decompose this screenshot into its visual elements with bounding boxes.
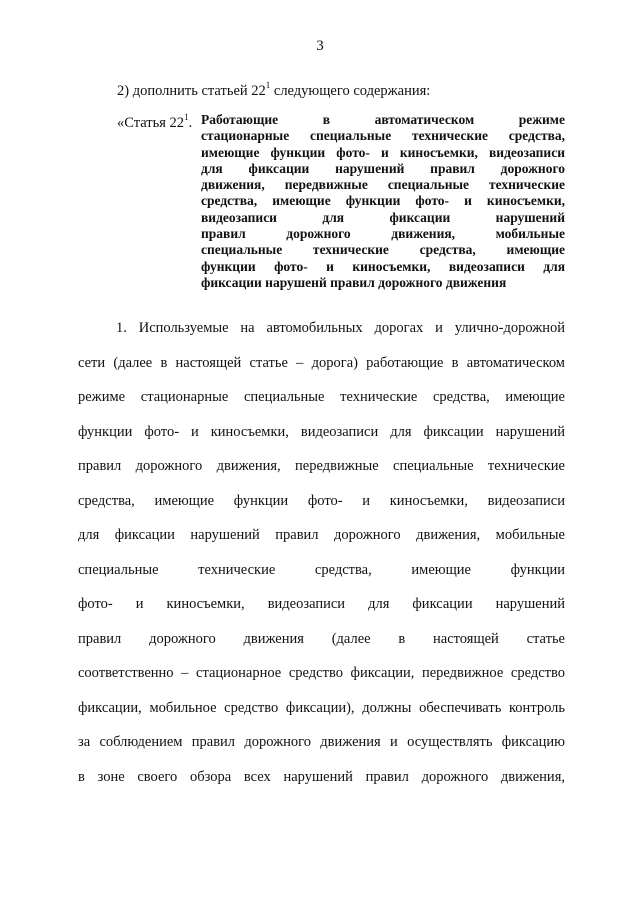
article-title-line: специальные технические средства, имеющие (201, 242, 565, 258)
article-title-line: имеющие функции фото- и киносъемки, видеозаписи (201, 144, 565, 160)
intro-text-after: следующего содержания: (270, 83, 431, 99)
body-line: за соблюдением правил дорожного движения и осуществлять фиксацию (78, 734, 565, 750)
body-line: функции фото- и киносъемки, видеозаписи для фиксации нарушений (78, 423, 565, 440)
article-title-line: функции фото- и киносъемки, видеозаписи для (201, 258, 565, 274)
article-label (117, 112, 192, 132)
article-title-line: Работающие в автоматическом режиме (201, 112, 565, 127)
article-title-line: средства, имеющие функции фото- и киносъемки, (201, 193, 565, 209)
article-title-line: фиксации нарушенй правил дорожного движения (201, 274, 507, 290)
article-title-line: для фиксации нарушений правил дорожного (201, 160, 565, 176)
body-line: режиме стационарные специальные технические средства, имеющие (78, 389, 565, 405)
article-label-before: «Статья 22 (117, 115, 185, 131)
body-line: правил дорожного движения (далее в настоящей статье (78, 630, 565, 647)
page-number: 3 (316, 38, 324, 54)
body-line: правил дорожного движения, передвижные специальные технические (78, 458, 565, 474)
intro-text-before: 2) дополнить статьей 22 (117, 83, 266, 99)
body-line: соответственно – стационарное средство фиксации, передвижное средство (78, 665, 565, 681)
body-line: специальные технические средства, имеющие функции (78, 561, 565, 578)
article-label-superscript: 1 (184, 112, 189, 122)
body-line: сети (далее в настоящей статье – дорога) работающие в автоматическом (78, 354, 565, 371)
amendment-intro (117, 80, 430, 100)
body-line: фото- и киносъемки, видеозаписи для фиксации нарушений (78, 596, 565, 612)
article-title-line: стационарные специальные технические средства, (201, 128, 565, 144)
article-title (201, 112, 565, 291)
body-line: 1. Используемые на автомобильных дорогах и улично-дорожной (116, 320, 565, 336)
body-line: для фиксации нарушений правил дорожного движения, мобильные (78, 527, 565, 543)
body-line: средства, имеющие функции фото- и киносъемки, видеозаписи (78, 492, 565, 509)
body-line: фиксации, мобильное средство фиксации), должны обеспечивать контроль (78, 699, 565, 716)
article-label-after: . (188, 115, 193, 131)
body-line: в зоне своего обзора всех нарушений правил дорожного движения, (78, 768, 565, 785)
article-body (78, 318, 565, 801)
article-title-line: движения, передвижные специальные технические (201, 177, 565, 193)
article-title-line: правил дорожного движения, мобильные (201, 226, 565, 242)
article-title-line: видеозаписи для фиксации нарушений (201, 209, 565, 225)
intro-superscript: 1 (265, 80, 271, 90)
